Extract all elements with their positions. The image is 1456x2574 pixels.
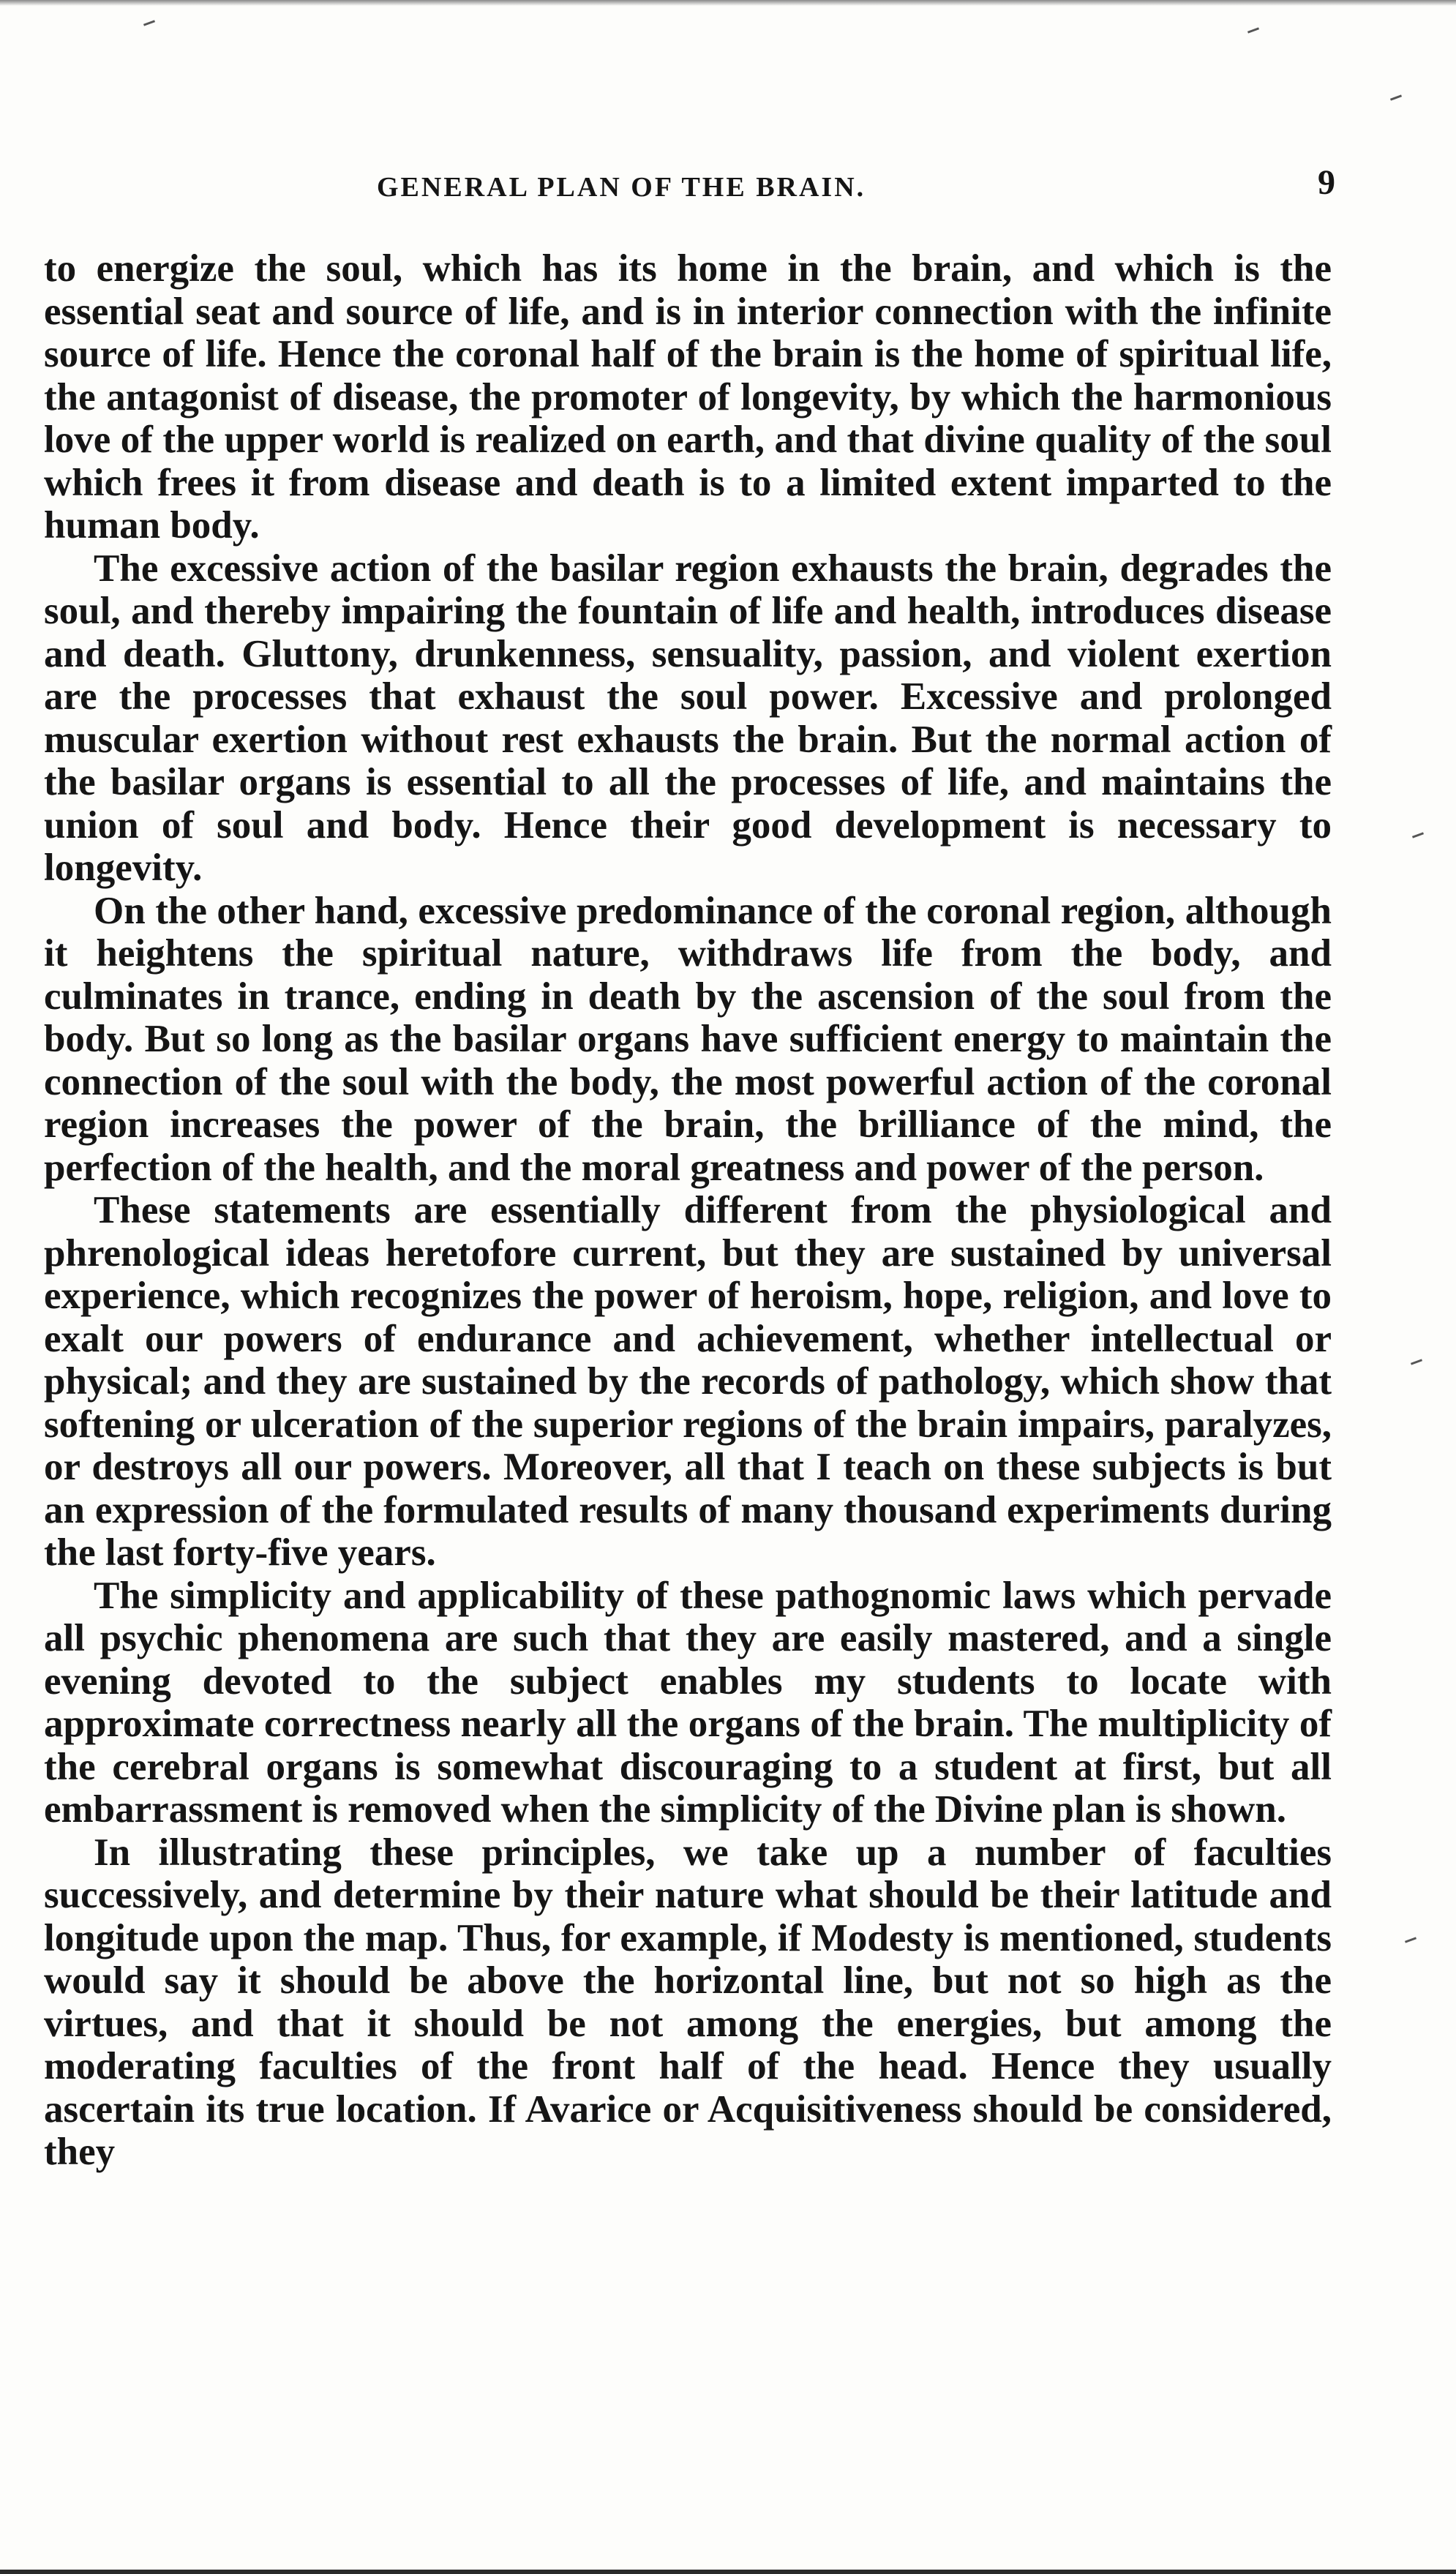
scan-edge-bottom bbox=[0, 2570, 1456, 2574]
scan-speck bbox=[1411, 1359, 1422, 1365]
scan-speck bbox=[1390, 94, 1402, 100]
scan-speck bbox=[143, 20, 155, 26]
scan-speck bbox=[1405, 1937, 1416, 1943]
paragraph-4: These statements are essentially different from the physiological and phrenological ideas heretofore current, but they are sustained by universal experience, which recognizes the power of heroism, hope, religion, and love to exalt our powers of endurance and achievement, whether intellectual or physical; and they are sustained by the records of pathology, which show that softening or ulceration of the superior regions of the brain impairs, paralyzes, or destroys all our powers. Moreover, all that I teach on these subjects is but an expression of the formulated results of many thousand experiments during the last forty-five years. bbox=[44, 1189, 1332, 1574]
page-number: 9 bbox=[1318, 163, 1335, 202]
paragraph-1: to energize the soul, which has its home in the brain, and which is the essential seat and source of life, and is in interior connection with the infinite source of life. Hence the coronal half of the brain is the home of spiritual life, the antagonist of disease, the promoter of longevity, by which the harmonious love of the upper world is realized on earth, and that divine quality of the soul which frees it from disease and death is to a limited extent imparted to the human body. bbox=[44, 247, 1332, 547]
paragraph-3: On the other hand, excessive predominance of the coronal region, although it heightens the spiritual nature, withdraws life from the body, and culminates in trance, ending in death by the ascension of the soul from the body. But so long as the basilar organs have sufficient energy to maintain the connection of the soul with the body, the most powerful action of the coronal region increases the power of the brain, the brilliance of the mind, the perfection of the health, and the moral greatness and power of the person. bbox=[44, 889, 1332, 1189]
scan-edge-top bbox=[0, 0, 1456, 6]
paragraph-6: In illustrating these principles, we take up a number of faculties successively, and determine by their nature what should be their latitude and longitude upon the map. Thus, for example, if Modesty is mentioned, students would say it should be above the horizontal line, but not so high as the virtues, and that it should be not among the energies, but among the moderating faculties of the front half of the head. Hence they usually ascertain its true location. If Avarice or Acquisitiveness should be considered, they bbox=[44, 1831, 1332, 2173]
body-text bbox=[44, 247, 1332, 2174]
scan-speck bbox=[1247, 27, 1259, 33]
page-header bbox=[377, 163, 1335, 215]
running-head: GENERAL PLAN OF THE BRAIN. bbox=[377, 172, 866, 203]
paragraph-2: The excessive action of the basilar region exhausts the brain, degrades the soul, and thereby impairing the fountain of life and health, introduces disease and death. Gluttony, drunkenness, sensuality, passion, and violent exertion are the processes that exhaust the soul power. Excessive and prolonged muscular exertion without rest exhausts the brain. But the normal action of the basilar organs is essential to all the processes of life, and maintains the union of soul and body. Hence their good development is necessary to longevity. bbox=[44, 547, 1332, 889]
paragraph-5: The simplicity and applicability of these pathognomic laws which pervade all psychic phenomena are such that they are easily mastered, and a single evening devoted to the subject enables my students to locate with approximate correctness nearly all the organs of the brain. The multiplicity of the cerebral organs is somewhat discouraging to a student at first, but all embarrassment is removed when the simplicity of the Divine plan is shown. bbox=[44, 1574, 1332, 1831]
scan-speck bbox=[1412, 832, 1424, 838]
